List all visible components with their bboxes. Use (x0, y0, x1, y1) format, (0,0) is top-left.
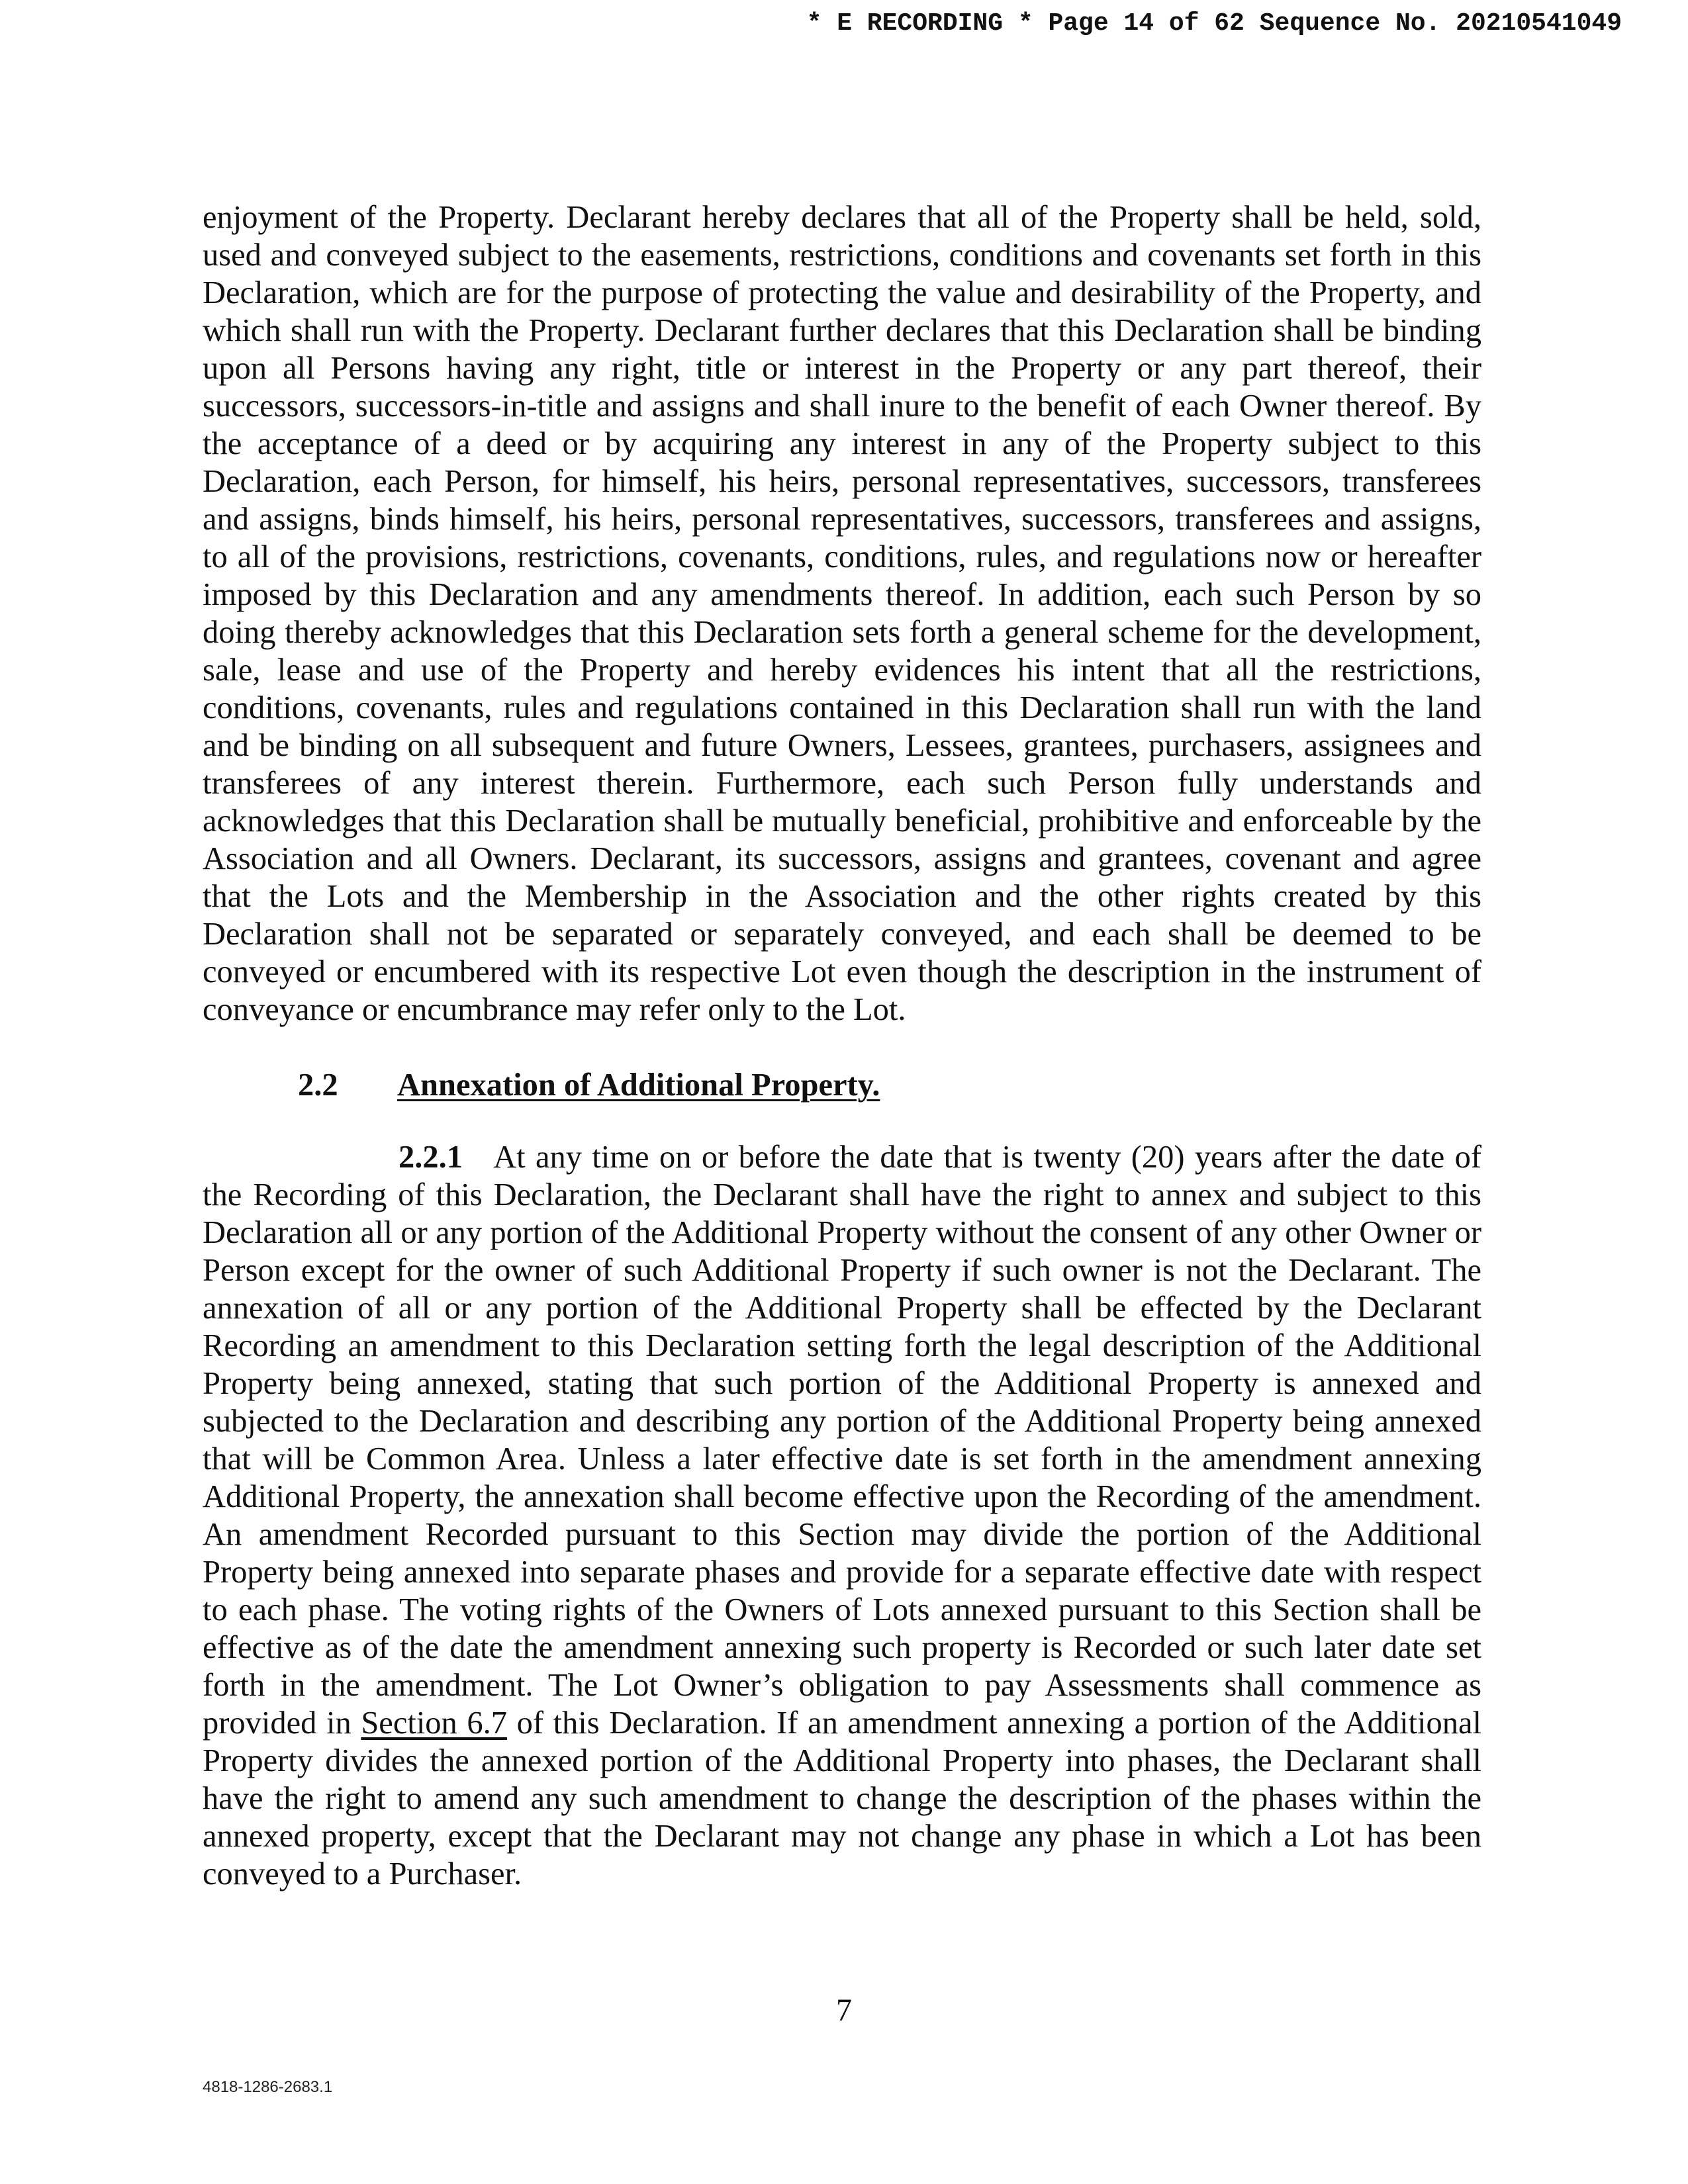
document-id: 4818-1286-2683.1 (203, 2078, 333, 2096)
subsection-number: 2.2.1 (399, 1140, 463, 1175)
page-number: 7 (836, 1993, 852, 2028)
subsection-text-part-2: of this Declaration. If an amendment annexing a portion of the Additional Property divides the annexed portion of the Additional Property into phases, the Declarant shall have the right to amend any such amendment to change the description of the phases within the annexed property, except that the Declarant may not change any phase in which a Lot has been conveyed to a Purchaser. (203, 1706, 1481, 1891)
subsection-text-part-1: At any time on or before the date that is twenty (20) years after the date of the Recording of this Declaration, the Declarant shall have the right to annex and subject to this Declaration all or any portion of the Additional Property without the consent of any other Owner or Person except for the owner of such Additional Property if such owner is not the Declarant. The annexation of all or any portion of the Additional Property shall be effected by the Declarant Recording an amendment to this Declaration setting forth the legal description of the Additional Property being annexed, stating that such portion of the Additional Property is annexed and subjected to the Declaration and describing any portion of the Additional Property being annexed that will be Common Area. Unless a later effective date is set forth in the amendment annexing Additional Property, the annexation shall become effective upon the Recording of the amendment. An amendment Recorded pursuant to this Section may divide the portion of the Additional Property being annexed into separate phases and provide for a separate effective date with respect to each phase. The voting rights of the Owners of Lots annexed pursuant to this Section shall be effective as of the date the amendment annexing such property is Recorded or such later date set forth in the amendment. The Lot Owner’s obligation to pay Assessments shall commence as provided in (203, 1140, 1481, 1741)
section-reference-link: Section 6.7 (361, 1706, 507, 1741)
recording-header: * E RECORDING * Page 14 of 62 Sequence No. 20210541049 (806, 9, 1622, 38)
subsection-2-2-1-paragraph (203, 1138, 1481, 1893)
section-title: Annexation of Additional Property. (397, 1068, 880, 1103)
section-number: 2.2 (298, 1068, 338, 1103)
continued-paragraph: enjoyment of the Property. Declarant hereby declares that all of the Property shall be held, sold, used and conveyed subject to the easements, restrictions, conditions and covenants set forth in this Declaration, which are for the purpose of protecting the value and desirability of the Property, and which shall run with the Property. Declarant further declares that this Declaration shall be binding upon all Persons having any right, title or interest in the Property or any part thereof, their successors, successors-in-title and assigns and shall inure to the benefit of each Owner thereof. By the acceptance of a deed or by acquiring any interest in any of the Property subject to this Declaration, each Person, for himself, his heirs, personal representatives, successors, transferees and assigns, binds himself, his heirs, personal representatives, successors, transferees and assigns, to all of the provisions, restrictions, covenants, conditions, rules, and regulations now or hereafter imposed by this Declaration and any amendments thereof. In addition, each such Person by so doing thereby acknowledges that this Declaration sets forth a general scheme for the development, sale, lease and use of the Property and hereby evidences his intent that all the restrictions, conditions, covenants, rules and regulations contained in this Declaration shall run with the land and be binding on all subsequent and future Owners, Lessees, grantees, purchasers, assignees and transferees of any interest therein. Furthermore, each such Person fully understands and acknowledges that this Declaration shall be mutually beneficial, prohibitive and enforceable by the Association and all Owners. Declarant, its successors, assigns and grantees, covenant and agree that the Lots and the Membership in the Association and the other rights created by this Declaration shall not be separated or separately conveyed, and each shall be deemed to be conveyed or encumbered with its respective Lot even though the description in the instrument of conveyance or encumbrance may refer only to the Lot. (203, 200, 1481, 1027)
section-heading-2-2 (298, 1067, 880, 1103)
